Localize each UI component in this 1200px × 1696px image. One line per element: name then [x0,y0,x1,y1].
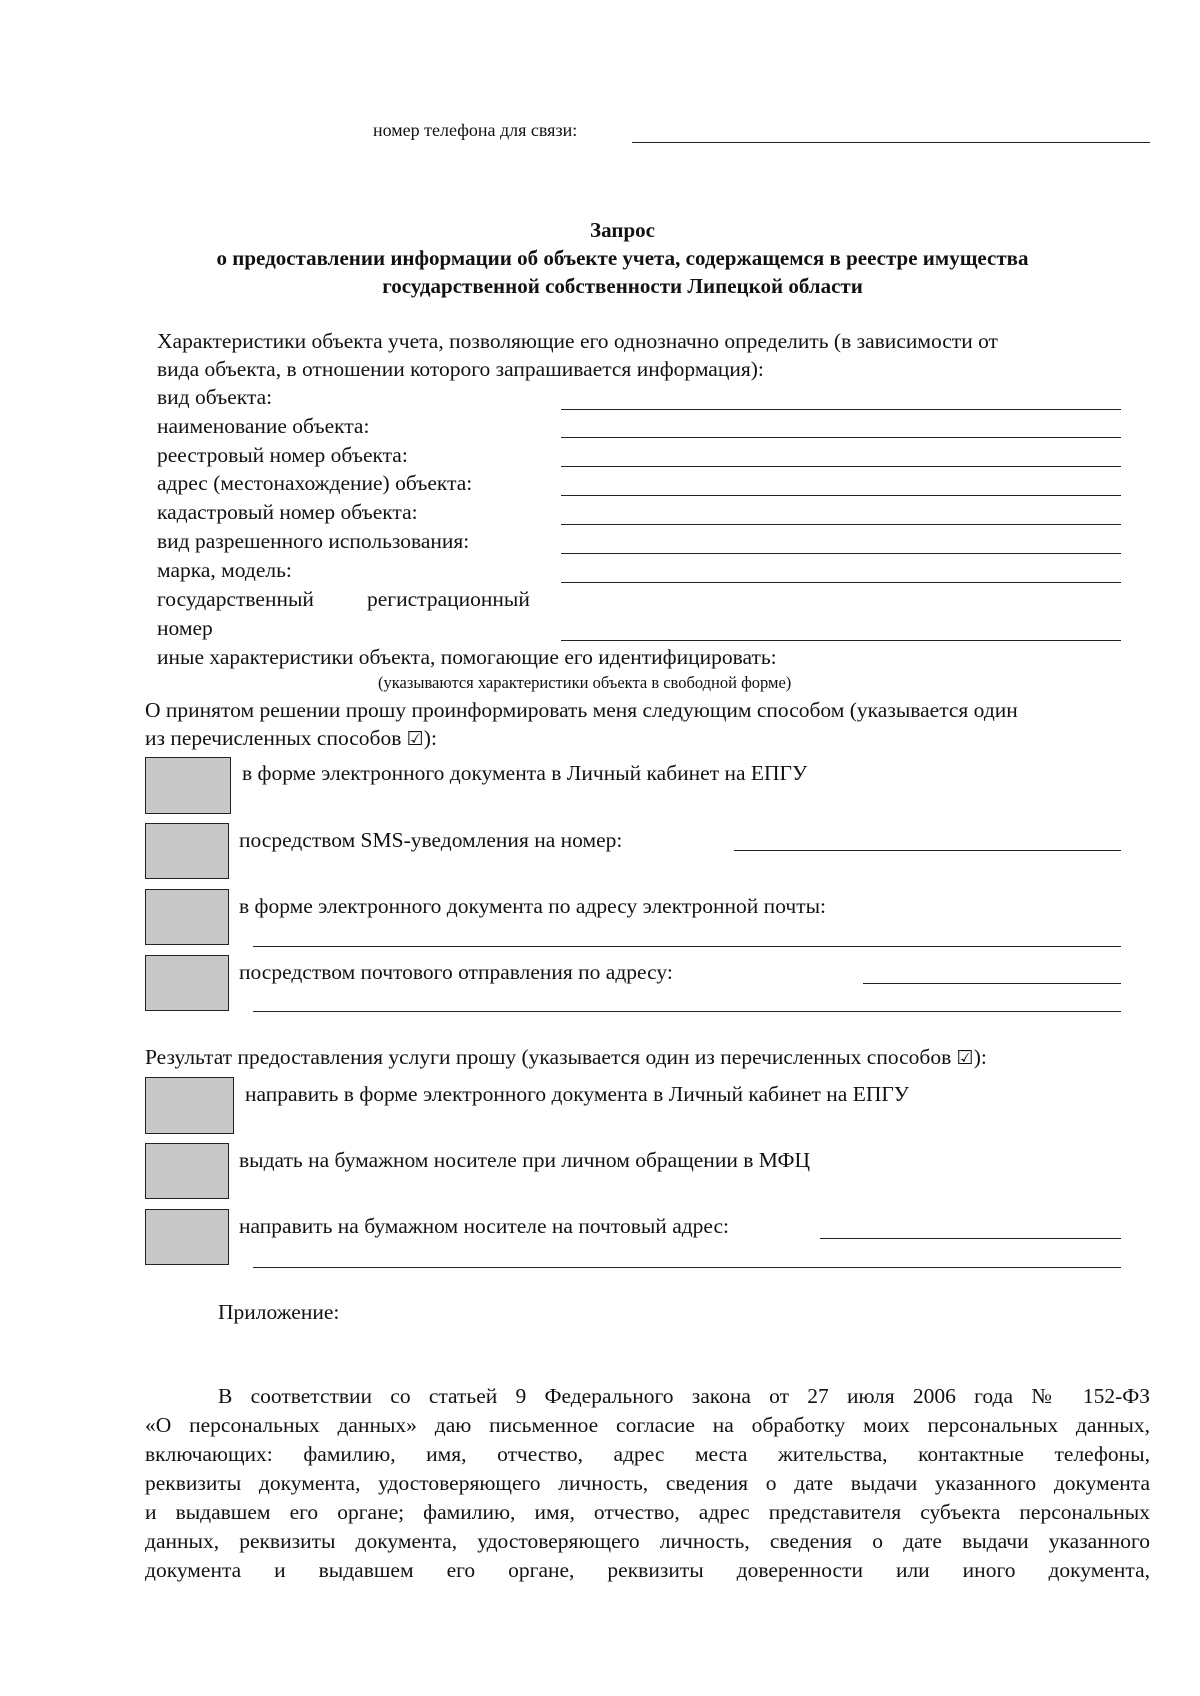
field-label-object-type: вид объекта: [157,385,273,409]
checkbox-result-post[interactable] [145,1209,229,1265]
title-subheading: о предоставлении информации об объекте учета, содержащемся в реестре имущества [216,246,1029,270]
characteristics-intro-2: вида объекта, в отношении которого запрашивается информация): [157,357,764,381]
post-address-input-line-1[interactable] [863,983,1121,984]
consent-line-4: реквизиты документа, удостоверяющего личность, сведения о дате выдачи указанного документа [145,1471,1150,1495]
result-intro-end: ): [973,1045,987,1069]
notify-intro-1: О принятом решении прошу проинформировать меня следующим способом (указывается один [145,698,1018,722]
attachment-label: Приложение: [218,1300,340,1324]
field-input-cadastral-number[interactable] [561,524,1121,525]
consent-line-1: В соответствии со статьей 9 Федерального закона от 27 июля 2006 года № 152-ФЗ [218,1384,1150,1408]
checkbox-notify-sms[interactable] [145,823,229,879]
phone-label: номер телефона для связи: [373,120,578,140]
consent-line-6: данных, реквизиты документа, удостоверяющего личность, сведения о дате выдачи указанного [145,1529,1150,1553]
field-input-object-name[interactable] [561,437,1121,438]
result-intro [145,1043,987,1073]
checkbox-result-mfc[interactable] [145,1143,229,1199]
sms-number-input-line[interactable] [734,850,1121,851]
field-label-reg-number-a: государственный [157,587,314,611]
consent-line-5: и выдавшем его органе; фамилию, имя, отчество, адрес представителя субъекта персональных [145,1500,1150,1524]
checkbox-notify-epgu[interactable] [145,757,231,814]
phone-input-line[interactable] [632,142,1150,143]
checkbox-checked-icon: ☑ [956,1047,974,1069]
result-option-post: направить на бумажном носителе на почтовый адрес: [239,1214,730,1238]
field-label-object-name: наименование объекта: [157,414,370,438]
notify-option-email: в форме электронного документа по адресу электронной почты: [239,894,827,918]
notify-intro-2-text: из перечисленных способов [145,726,402,750]
field-label-reg-number-b: регистрационный [367,587,530,611]
result-intro-text: Результат предоставления услуги прошу (указывается один из перечисленных способов [145,1045,952,1069]
notify-intro-2 [145,724,437,754]
field-input-reg-number[interactable] [561,640,1121,641]
notify-option-epgu: в форме электронного документа в Личный кабинет на ЕПГУ [242,761,808,785]
result-post-address-line-1[interactable] [820,1238,1121,1239]
field-label-cadastral-number: кадастровый номер объекта: [157,500,418,524]
checkbox-result-epgu[interactable] [145,1077,234,1134]
email-input-line[interactable] [253,946,1121,947]
title-subheading-2: государственной собственности Липецкой области [382,274,863,298]
result-option-mfc: выдать на бумажном носителе при личном обращении в МФЦ [239,1148,811,1172]
field-input-make-model[interactable] [561,582,1121,583]
result-post-address-line-2[interactable] [253,1267,1121,1268]
field-label-permitted-use: вид разрешенного использования: [157,529,470,553]
notify-intro-2-end: ): [423,726,437,750]
field-input-address[interactable] [561,495,1121,496]
field-hint-other: (указываются характеристики объекта в свободной форме) [378,673,792,692]
field-input-permitted-use[interactable] [561,553,1121,554]
checkbox-notify-email[interactable] [145,889,229,945]
notify-option-sms: посредством SMS-уведомления на номер: [239,828,623,852]
consent-line-3: включающих: фамилию, имя, отчество, адрес места жительства, контактные телефоны, [145,1442,1150,1466]
field-input-registry-number[interactable] [561,466,1121,467]
field-label-other: иные характеристики объекта, помогающие его идентифицировать: [157,645,777,669]
field-label-make-model: марка, модель: [157,558,292,582]
field-label-registry-number: реестровый номер объекта: [157,443,408,467]
consent-line-2: «О персональных данных» даю письменное согласие на обработку моих персональных данных, [145,1413,1150,1437]
result-option-epgu: направить в форме электронного документа в Личный кабинет на ЕПГУ [245,1082,910,1106]
characteristics-intro-1: Характеристики объекта учета, позволяющие его однозначно определить (в зависимости от [157,329,998,353]
notify-option-post: посредством почтового отправления по адресу: [239,960,673,984]
checkbox-checked-icon: ☑ [406,728,424,750]
consent-paragraph [145,1382,1150,1585]
field-input-object-type[interactable] [561,409,1121,410]
field-label-address: адрес (местонахождение) объекта: [157,471,473,495]
checkbox-notify-post[interactable] [145,955,229,1011]
title-heading: Запрос [590,218,655,242]
post-address-input-line-2[interactable] [253,1011,1121,1012]
consent-line-7: документа и выдавшем его органе, реквизиты доверенности или иного документа, [145,1558,1150,1582]
field-label-reg-number-c: номер [157,616,213,640]
